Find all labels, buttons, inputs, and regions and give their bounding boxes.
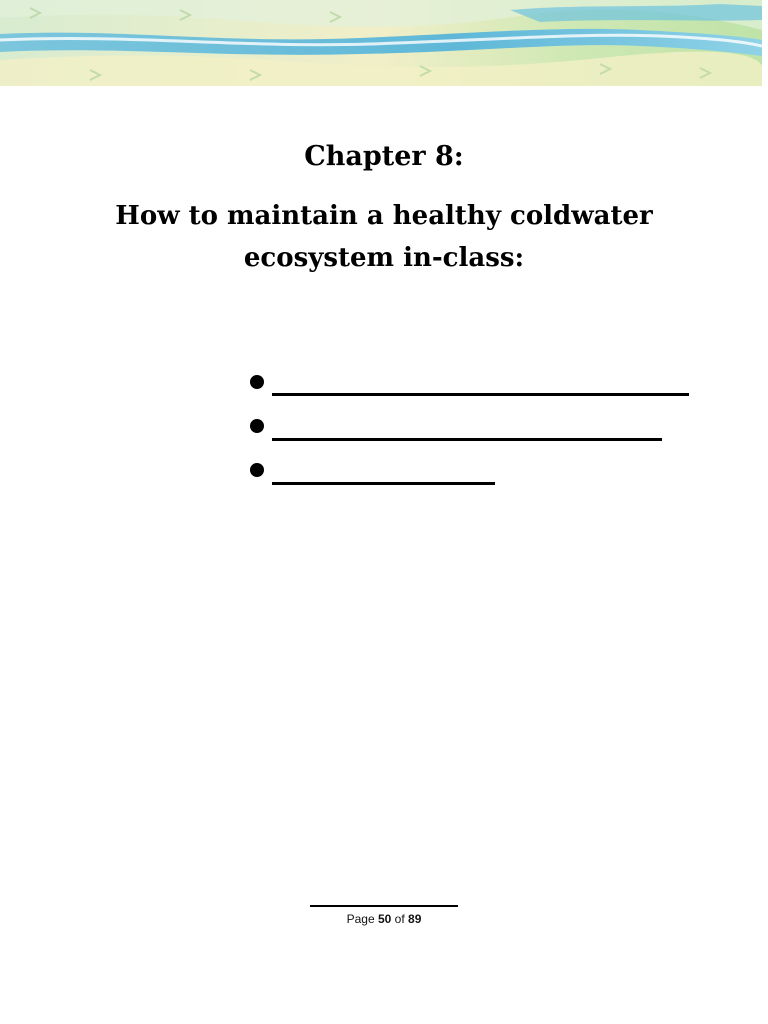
river-banner-image	[0, 0, 762, 86]
of-label: of	[394, 912, 405, 926]
page-total: 89	[408, 912, 422, 926]
page-number: 50	[377, 912, 392, 926]
bullet-2	[250, 419, 264, 433]
chapter-subtitle: How to maintain a healthy coldwater ecosystem in-class:	[115, 201, 653, 273]
answer-blank-3	[272, 482, 495, 485]
bullet-1	[250, 375, 264, 389]
chapter-title: Chapter 8:	[304, 141, 464, 172]
footer-rule	[310, 905, 458, 907]
answer-blank-2	[272, 438, 662, 441]
bullet-3	[250, 463, 264, 477]
page-footer	[0, 912, 768, 926]
header-banner	[0, 0, 762, 86]
answer-blank-1	[272, 393, 689, 396]
page-label: Page	[346, 912, 375, 926]
